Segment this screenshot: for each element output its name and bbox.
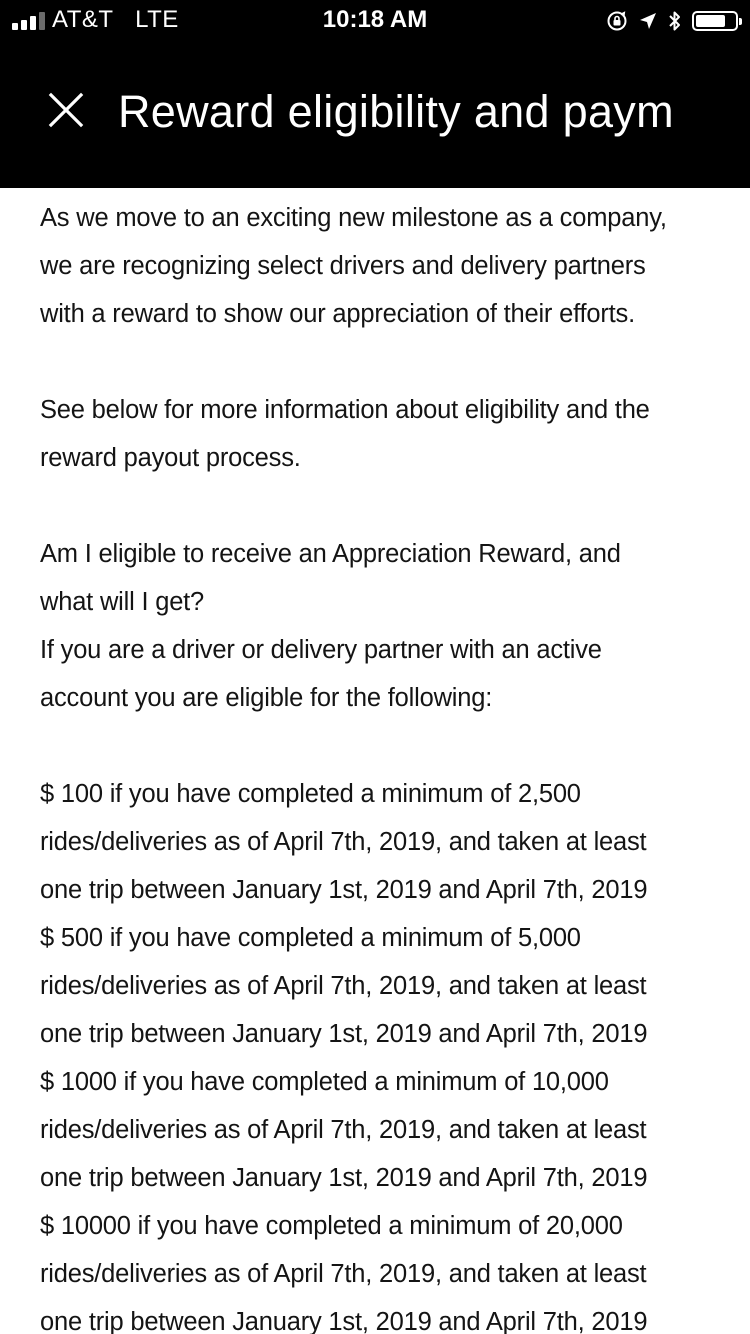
bluetooth-icon xyxy=(668,9,682,33)
tier-line: one trip between January 1st, 2019 and April 7th, 2019 xyxy=(40,1164,648,1192)
tier-line: $ 500 if you have completed a minimum of 5,000 xyxy=(40,924,581,952)
intro-line: As we move to an exciting new milestone as a company, xyxy=(40,204,667,232)
network-type: LTE xyxy=(135,6,179,33)
orientation-lock-icon xyxy=(606,10,628,32)
tier-line: one trip between January 1st, 2019 and April 7th, 2019 xyxy=(40,1308,648,1334)
tier-line: rides/deliveries as of April 7th, 2019, and taken at least xyxy=(40,828,647,856)
reward-tier-1000 xyxy=(40,1058,720,1202)
eligibility-section xyxy=(40,530,720,722)
tier-line: one trip between January 1st, 2019 and April 7th, 2019 xyxy=(40,876,648,904)
page-title: Reward eligibility and paym xyxy=(118,86,674,137)
reward-tier-100 xyxy=(40,770,720,914)
battery-icon xyxy=(692,11,738,31)
location-arrow-icon xyxy=(638,11,658,31)
tier-line: rides/deliveries as of April 7th, 2019, and taken at least xyxy=(40,1116,647,1144)
question-line: Am I eligible to receive an Appreciation Reward, and xyxy=(40,540,621,568)
tier-line: rides/deliveries as of April 7th, 2019, and taken at least xyxy=(40,1260,647,1288)
tier-line: $ 10000 if you have completed a minimum of 20,000 xyxy=(40,1212,623,1240)
battery-tip xyxy=(739,18,742,25)
answer-line: If you are a driver or delivery partner with an active xyxy=(40,636,602,664)
answer-line: account you are eligible for the following: xyxy=(40,684,493,712)
carrier-name: AT&T xyxy=(52,6,114,33)
see-below-line: reward payout process. xyxy=(40,444,301,472)
see-below-paragraph xyxy=(40,386,720,482)
intro-line: we are recognizing select drivers and delivery partners xyxy=(40,252,646,280)
intro-line: with a reward to show our appreciation of their efforts. xyxy=(40,300,635,328)
battery-level-fill xyxy=(696,15,725,27)
top-bar xyxy=(0,0,750,188)
reward-tier-500 xyxy=(40,914,720,1058)
status-icons xyxy=(606,8,738,34)
tier-line: $ 1000 if you have completed a minimum of 10,000 xyxy=(40,1068,609,1096)
reward-tier-10000 xyxy=(40,1202,720,1334)
status-bar xyxy=(0,0,750,40)
article-content xyxy=(40,194,720,1334)
status-time: 10:18 AM xyxy=(322,6,428,33)
question-line: what will I get? xyxy=(40,588,205,616)
reward-tiers xyxy=(40,770,720,1334)
see-below-line: See below for more information about eligibility and the xyxy=(40,396,650,424)
tier-line: rides/deliveries as of April 7th, 2019, and taken at least xyxy=(40,972,647,1000)
tier-line: one trip between January 1st, 2019 and April 7th, 2019 xyxy=(40,1020,648,1048)
intro-paragraph xyxy=(40,194,720,338)
close-button[interactable] xyxy=(40,84,92,136)
tier-line: $ 100 if you have completed a minimum of 2,500 xyxy=(40,780,581,808)
close-icon xyxy=(40,84,92,136)
